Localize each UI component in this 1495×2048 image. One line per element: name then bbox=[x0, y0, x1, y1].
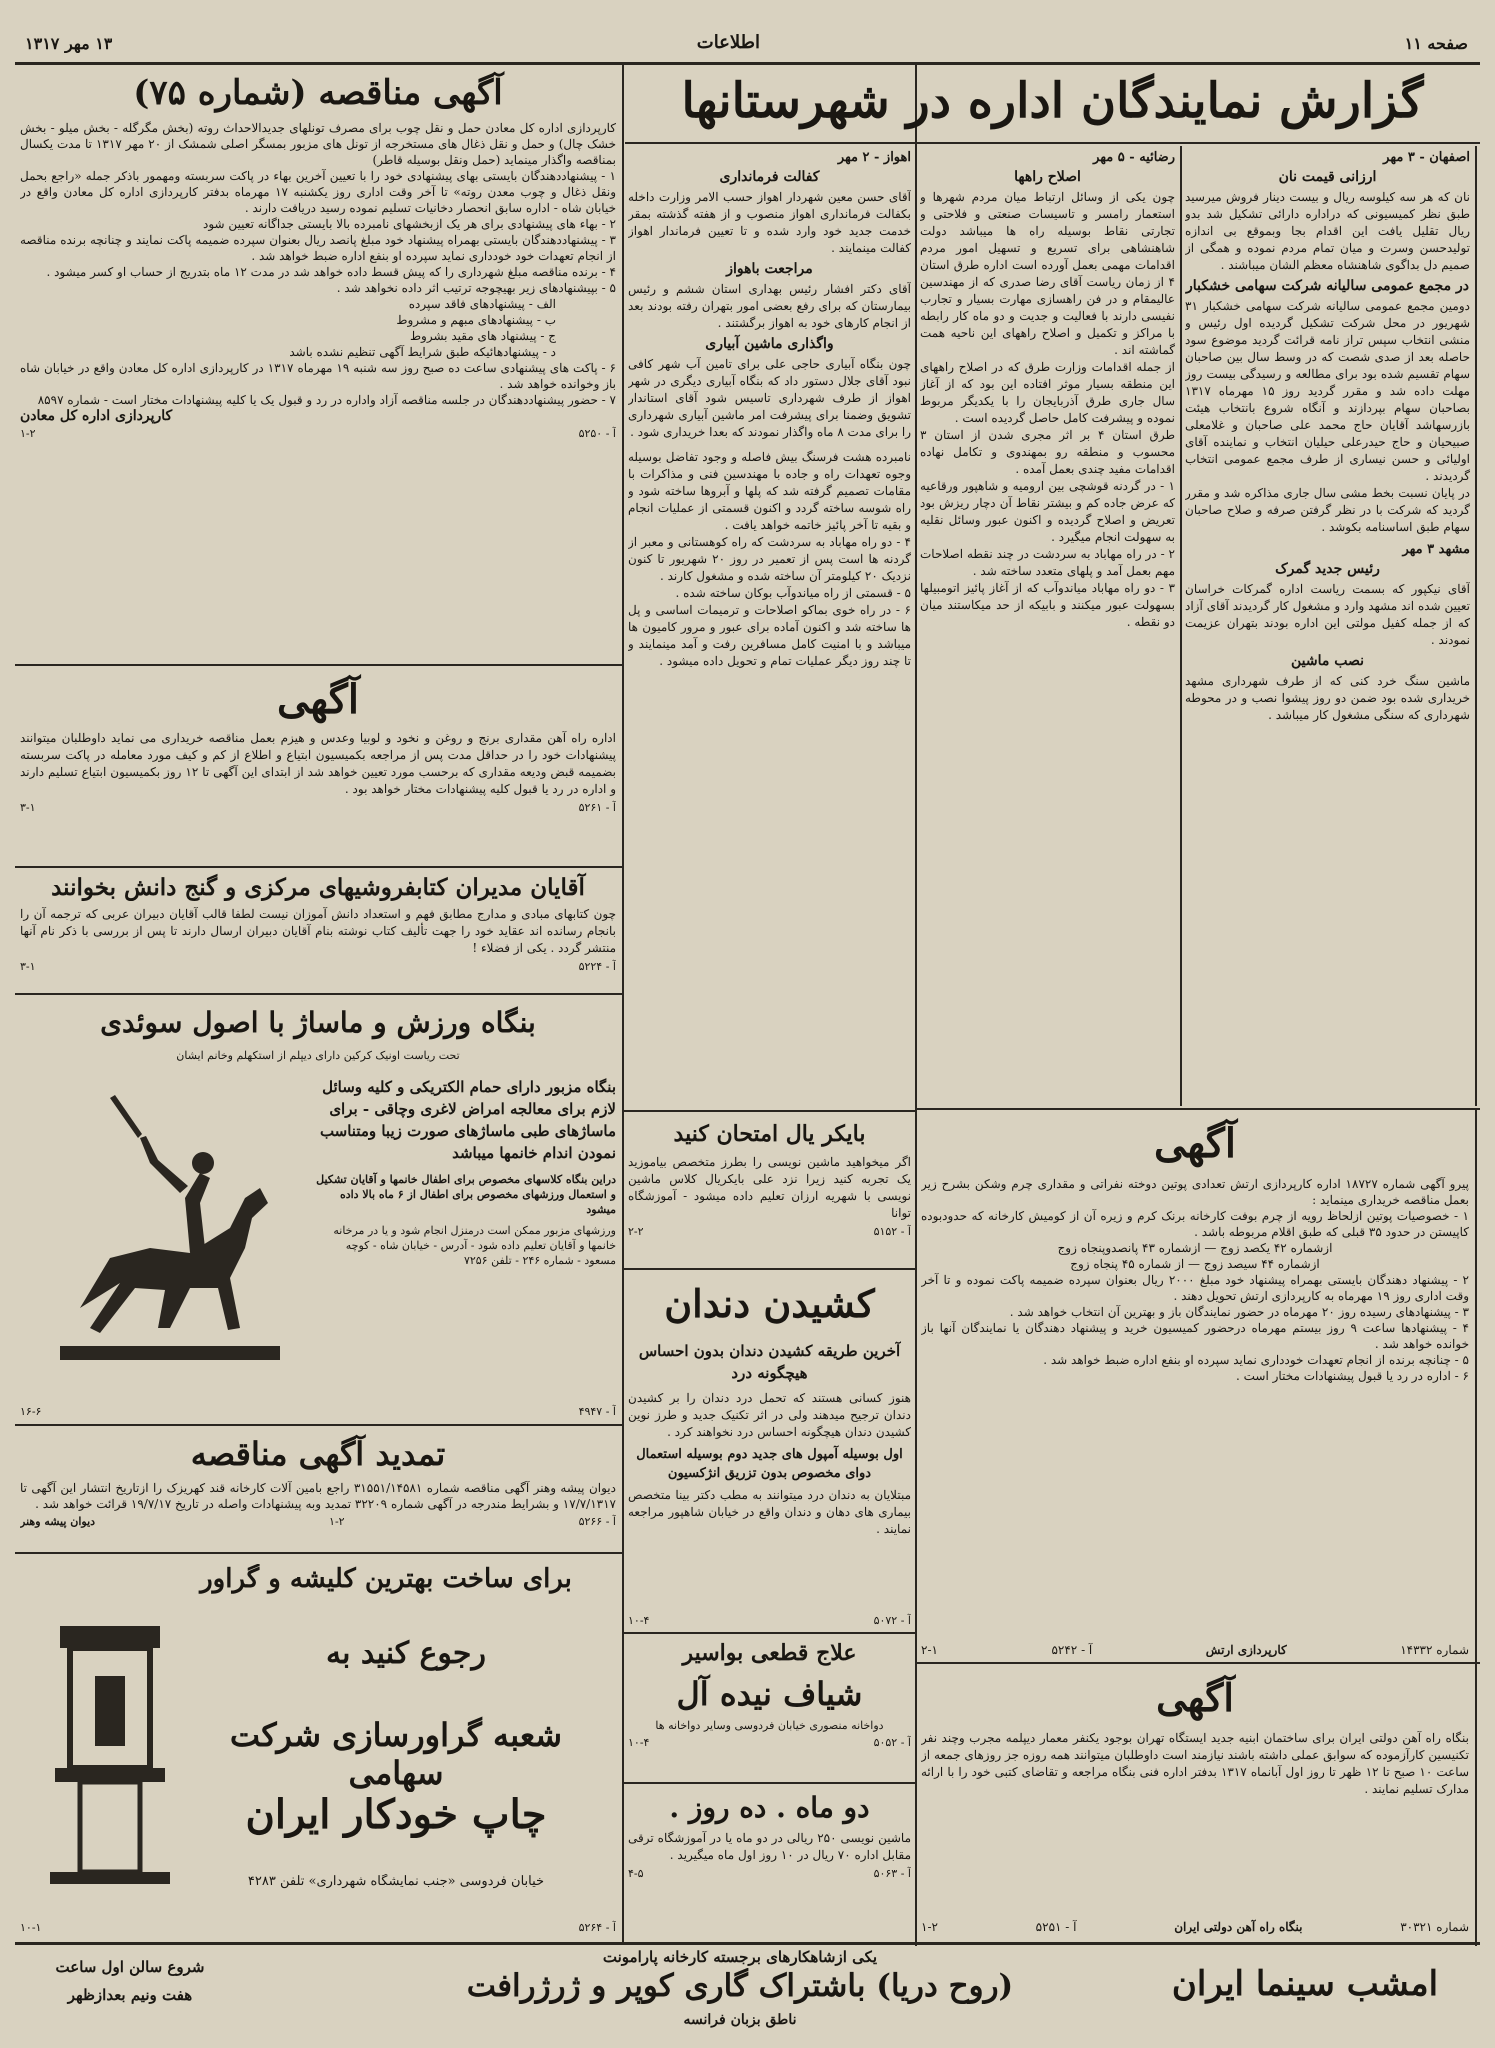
dateline: مشهد ۳ مهر bbox=[1402, 542, 1470, 557]
tender-75-ad bbox=[20, 66, 616, 662]
dateline: رضائیه - ۵ مهر bbox=[1093, 150, 1175, 165]
ad-reference-run: ۱۰-۴ bbox=[628, 1736, 650, 1749]
dentist-title: کشیدن دندان bbox=[664, 1281, 875, 1326]
army-notice-item: ۶ - اداره در رد یا قبول پیشنهادات مختار است . bbox=[1236, 1369, 1469, 1383]
article-text: ۳ - دو راه مهاباد میاندوآب که از آغاز پائیز اتومبیلها بسهولت عبور میکنند و بابیکه از حد میکاستند میان دو نقطه . bbox=[920, 581, 1175, 629]
article-text: چون بنگاه آبیاری حاجی علی برای تامین آب شهر کافی نبود آقای جلال دستور داد که بنگاه آبیاری دیگری در شهر اهواز از طرف شهرداری تاسیس شود آقای استاندار تشویق وضمنا برای پیشرفت امر ماشین آبیاری شهرداری را برای مدت ۸ ماه واگذار نمودند که بعدا خریداری شود . bbox=[628, 357, 911, 439]
engraving-ad bbox=[20, 1556, 616, 1934]
notice-title: آگهی bbox=[277, 676, 359, 723]
article-text: ماشین سنگ خرد کنی که از طرف شهرداری مشهد خریداری شده بود ضمن دو روز پیشوا نصب و در محوطه شهرداری که سنگی مشغول کار میباشد . bbox=[1185, 674, 1470, 722]
tender-75-intro: کارپردازی اداره کل معادن حمل و نقل چوب برای مصرف تونلهای جدیدالاحداث روته (بخش مگرگله - بخش میلو - بخش خشک چال) و حمل و نقل ذغال های مستخرجه از تونل های مزبور بمسگر اصلی شمشک از ۲۰ مهر ۱۳۱۷ تا مدت یکسال بمناقصه واگذار مینماید (حمل ونقل بوسیله قاطر) bbox=[20, 121, 616, 167]
article-text: ۵ - قسمتی از راه میاندوآب بوکان ساخته شده . bbox=[675, 586, 911, 600]
engraving-line1: برای ساخت بهترین کلیشه و گراور bbox=[200, 1564, 572, 1594]
ad-reference-run: ۴-۵ bbox=[628, 1867, 644, 1880]
booksellers-title: آقایان مدیران کتابفروشیهای مرکزی و گنج دانش بخوانند bbox=[51, 874, 585, 901]
army-notice-item: ازشماره ۴۲ یکصد زوج — ازشماره ۴۳ پانصدوپنجاه زوج bbox=[1057, 1241, 1333, 1255]
section-rule bbox=[915, 1108, 1480, 1110]
dateline: اصفهان - ۳ مهر bbox=[1383, 150, 1470, 165]
ad-reference-run: ۳-۱ bbox=[20, 960, 36, 973]
ad-reference-number: شماره ۳۰۳۲۱ bbox=[1400, 1920, 1469, 1934]
rail-notice-title: آگهی bbox=[1156, 1675, 1234, 1720]
cinema-film-title: (روح دریا) باشتراک گاری کوپر و ژرژرافت bbox=[466, 1968, 1014, 2004]
gym-ad bbox=[20, 998, 616, 1418]
ad-reference-run: ۱۰-۱ bbox=[20, 1921, 42, 1934]
article-text: نامبرده هشت فرسنگ بیش فاصله و وجود تفاضل بوسیله وجوه تعهدات راه و جاده با مهندسین فنی و مذاکرات با مقامات تصمیم گرفته شد که پلها و آبروها ساخته شود و راه شوسه ساخته گردد و اکنون قسمتی از عملیات انجام و بقیه تا آخر پائیز خاتمه خواهد یافت . bbox=[628, 450, 911, 532]
rail-notice-text: بنگاه راه آهن دولتی ایران برای ساختمان ابنیه جدید ایستگاه تهران بوجود یکنفر معمار دیپلمه مجرب وچند نفر تکنیسین کارآزموده که سوابق عملی داشته باشند نیازمند است داوطلبان میتوانند همه روزه جز روزهای جمعه از ساعت ۱۰ صبح تا ۱۲ ظهر تا روز اول آبانماه ۱۳۱۷ بدفتر اداره فنی بنگاه مراجعه و تقاضای کتبی خود را با ارائه مدارک تسلیم نمایند . bbox=[921, 1731, 1469, 1796]
column-rule bbox=[1475, 146, 1477, 1106]
tender-75-item: د - پیشنهادهائیکه طبق شرایط آگهی تنظیم نشده باشد bbox=[289, 345, 556, 359]
report-column-isfahan bbox=[1185, 150, 1470, 1105]
article-text: ۱ - در گردنه قوشچی بین ارومیه و شاهپور ورقاعیه که عرض جاده کم و بیشتر نقاط آن دچار ریزش بود تعریض و اصلاح گردیده و اکنون عبور وسائل نقلیه به سهولت انجام میگیرد . bbox=[920, 479, 1175, 544]
ad-reference bbox=[20, 801, 616, 814]
ad-reference-run: ۱-۲ bbox=[20, 427, 36, 440]
notice-text: اداره راه آهن مقداری برنج و روغن و نخود و لوبیا وعدس و هیزم بعمل مناقصه خریداری می نماید داوطلبان میتوانند پیشنهادات خود را در حداقل مدت پس از مراجعه بکمیسیون ابتیاع و اطلاع از کم و کیف مورد معامله در پاکت سربسته بضمیمه قبض ودیعه مقداری که برحسب مورد تعیین خواهد شد از ابتدای این آگهی تا ۱۲ روز بکمیسیون ابتیاع تسلیم دارند و اداره در رد یا قبول کلیه پیشنهادات مختار خواهد بود . bbox=[20, 731, 616, 796]
tender-75-item: ۴ - برنده مناقصه مبلغ شهرداری را که پیش قسط داده خواهد شد در مدت ۱۲ ماه بتدریج از حساب او کسر میشود . bbox=[46, 265, 616, 279]
gym-text: ورزشهای مزبور ممکن است درمنزل انجام شود و یا در مرخانه خانمها و آقایان تعلیم داده شود - آدرس - خیابان شاه - کوچه مسعود - شماره ۲۴۶ - تلفن ۷۲۵۶ bbox=[333, 1224, 616, 1267]
dentist-text: هنوز کسانی هستند که تحمل درد دندان را بر کشیدن دندان ترجیح میدهند ولی در اثر تکنیک جدید و طرز نوین کشیدن دندان هیچگونه احساس درد نخواهند کرد . bbox=[628, 1391, 911, 1439]
section-rule bbox=[622, 1782, 915, 1784]
dentist-subtitle: آخرین طریقه کشیدن دندان بدون احساس هیچگونه درد bbox=[638, 1342, 901, 1382]
ad-reference-run: ۱-۲ bbox=[329, 1515, 345, 1528]
army-notice-item: ۲ - پیشنهاد دهندگان بایستی بهمراه پیشنهاد خود مبلغ ۲۰۰۰ ریال بعنوان سپرده ضمیمه پاکت نموده و تا آخر وقت اداری روز ۱۹ مهرماه به کارپردازی ارتش تحویل دهند . bbox=[921, 1273, 1469, 1303]
ad-reference bbox=[628, 1736, 911, 1749]
ad-reference-code: آ - ۵۰۷۲ bbox=[873, 1614, 911, 1627]
section-rule bbox=[15, 1424, 622, 1426]
ad-reference-code: آ - ۴۹۴۷ bbox=[578, 1405, 616, 1418]
army-notice-item: ۵ - چنانچه برنده از انجام تعهدات خودداری نماید سپرده او بنفع اداره ضبط خواهد شد . bbox=[1043, 1353, 1469, 1367]
army-supply-notice bbox=[921, 1112, 1469, 1657]
tender-75-signature: کارپردازی اداره کل معادن bbox=[20, 408, 173, 424]
ad-reference-run: ۳-۱ bbox=[20, 801, 36, 814]
dentist-subtitle: اول بوسیله آمپول های جدید دوم بوسیله استعمال دوای مخصوص بدون تزریق انژکسیون bbox=[636, 1447, 903, 1481]
section-rule bbox=[15, 664, 622, 666]
ad-reference-run: ۱۰-۴ bbox=[628, 1614, 650, 1627]
typing-class-text: اگر میخواهید ماشین نویسی را بطرز متخصص بیاموزید یک تجربه کنید زیرا نزد علی بایکریال کلاس ماشین نویسی با شهریه ارزان تعلیم داده میشود - آموزشگاه توانا bbox=[628, 1155, 911, 1220]
engraving-address: خیابان فردوسی «جنب نمایشگاه شهرداری» تلفن ۴۲۸۳ bbox=[247, 1874, 545, 1889]
gym-text: دراین بنگاه کلاسهای مخصوص برای اطفال خانمها و آقایان تشکیل و استعمال ورزشهای مخصوص برای اطفال از ۶ ماه بالا داده میشود bbox=[316, 1173, 616, 1216]
column-rule bbox=[622, 64, 624, 1944]
report-column-rezaieh bbox=[920, 150, 1175, 1105]
column-rule bbox=[1475, 1108, 1477, 1946]
army-notice-item: ۱ - خصوصیات پوتین ازلحاظ رویه از چرم بوفت کارخانه برنک کرم و زیره آن از کومیش کارخانه که حدودبوده کاپیستن در حدود ۳۵ قبلی که طبق اقلام مربوطه باشد . bbox=[921, 1209, 1469, 1239]
typing-class-title: بایکر یال امتحان کنید bbox=[673, 1121, 866, 1147]
ad-reference-code: آ - ۵۲۵۱ bbox=[1035, 1920, 1077, 1934]
hemorrhoid-ad bbox=[628, 1636, 911, 1776]
typing-class-ad bbox=[628, 1114, 911, 1264]
gym-text: بنگاه مزبور دارای حمام الکتریکی و کلیه وسائل لازم برای معالجه امراض لاغری وچاقی - برای ماساژهای طبی ماساژهای صورت زیبا ومتناسب نمودن اندام خانمها میباشد bbox=[319, 1078, 616, 1162]
subheading: رئیس جدید گمرک bbox=[1275, 561, 1380, 577]
ad-reference bbox=[20, 427, 616, 440]
tender-75-item: ج - پیشنهاد های مقید بشروط bbox=[409, 329, 556, 343]
tender-75-item: ۱ - پیشنهاددهندگان بایستی بهای پیشنهادی خود را با تعیین آخرین بهاء در پاکت سربسته ومهمور باذکر جمله «راجع بحمل ونقل ذغال و چوب معدن روته» تا آخر وقت اداری روز یکشنبه ۱۷ مهرماه بدفتر کارپردازی اداره کل معادن واقع در خیابان شاه - اداره سابق انحصار دخانیات تسلیم نموده رسید دریافت دارند . bbox=[20, 169, 616, 215]
article-text: در پایان نسبت بخط مشی سال جاری مذاکره شد و مقرر گردید که شرکت با در نظر گرفتن صرفه و صلاح صاحبان سهام طبق اساسنامه بکوشد . bbox=[1185, 486, 1470, 534]
cinema-showtime-label: شروع سالن اول ساعت bbox=[55, 1958, 205, 1976]
cinema-language: ناطق بزبان فرانسه bbox=[683, 2012, 797, 2028]
hemorrhoid-line1: علاج قطعی بواسیر bbox=[682, 1640, 857, 1666]
tender-extension-title: تمدید آگهی مناقصه bbox=[190, 1435, 446, 1473]
ad-reference-code: آ - ۵۲۶۶ bbox=[578, 1515, 616, 1528]
issue-date: ۱۳ مهر ۱۳۱۷ bbox=[25, 34, 113, 53]
ad-reference-code: آ - ۵۲۲۴ bbox=[578, 960, 616, 973]
masthead bbox=[15, 32, 1480, 60]
tender-75-item: ۶ - پاکت های پیشنهادی ساعت ده صبح روز سه شنبه ۱۹ مهرماه ۱۳۱۷ در کارپردازی اداره کل معادن واقع در خیابان شاه باز وخوانده خواهد شد . bbox=[20, 361, 616, 391]
army-notice-title: آگهی bbox=[1154, 1120, 1236, 1167]
typing-course-ad bbox=[628, 1786, 911, 1936]
ad-reference-run: ۱۶-۶ bbox=[20, 1405, 42, 1418]
ad-reference bbox=[921, 1643, 1469, 1657]
gym-title: بنگاه ورزش و ماساژ با اصول سوئدی bbox=[100, 1006, 536, 1039]
cinema-studio-line: یکی ازشاهکارهای برجسته کارخانه پارامونت bbox=[602, 1948, 878, 1966]
tender-extension-text: دیوان پیشه وهنر آگهی مناقصه شماره ۳۱۵۵۱/۱۴۵۸۱ راجع بامین آلات کارخانه قند کهریزک را ازتاریخ انتشار این آگهی تا ۱۷/۷/۱۳۱۷ و بشرایط مندرجه در آگهی شماره ۳۲۲۰۹ تمدید وبه پیشنهادات واصله در تاریخ ۱۹/۷/۱۷ قرائت خواهد شد . bbox=[20, 1481, 616, 1511]
subheading: نصب ماشین bbox=[1290, 653, 1365, 669]
engraving-line4: چاپ خودکار ایران bbox=[245, 1791, 547, 1838]
railway-job-notice bbox=[921, 1666, 1469, 1934]
subheading: مراجعت باهواز bbox=[726, 261, 813, 277]
section-rule bbox=[15, 1552, 622, 1554]
army-notice-item: ۳ - پیشنهادهای رسیده روز ۲۰ مهرماه در حضور نمایندگان باز و بهترین آن انتخاب خواهد شد . bbox=[1009, 1305, 1469, 1319]
army-notice-intro: پیرو آگهی شماره ۱۸۷۲۷ اداره کارپردازی ارتش تعدادی پوتین دوخته نفراتی و مقداری چرم وشکن بشرح زیر بعمل مناقصه خریداری مینماید : bbox=[921, 1177, 1469, 1207]
rail-notice-signature: بنگاه راه آهن دولتی ایران bbox=[1174, 1920, 1303, 1934]
ad-reference bbox=[628, 1867, 911, 1880]
ad-reference-run: ۲-۱ bbox=[921, 1643, 938, 1657]
ad-reference bbox=[20, 1921, 616, 1934]
hemorrhoid-line2: شیاف نیده آل bbox=[676, 1675, 863, 1713]
article-text: دومین مجمع عمومی سالیانه شرکت سهامی خشکبار ۳۱ شهریور در محل شرکت تشکیل گردیده اول رئیس و منشی انتخاب سپس تراز نامه قرائت گردید موضوع سود حاصله بعد از صدی شصت که در وسط سال بین صاحبان سهام تقسیم شده بود برای مطالعه و رسیدگی بیست روز مهلت داده شد و مقرر گردید روز ۱۵ مهرماه ۱۳۱۷ بصاحبان سهام بپردازند و آنگاه شروع بانتخاب هیئت بازرسهاشد آقایان حاج محمد علی صاحبان و غلامعلی صبیحیان و حاج حیدرعلی حیلیان انتخاب و نماینده آقای اولیائی و حسن نیساری از طرف مجمع عمومی انتخاب گردیدند . bbox=[1185, 299, 1470, 483]
tender-75-item: ۵ - بپیشنهادهای زیر بهیچوجه ترتیب اثر داده نخواهد شد . bbox=[336, 281, 616, 295]
masthead-rule bbox=[15, 62, 1480, 65]
subheading: کفالت فرمانداری bbox=[719, 169, 820, 185]
section-rule bbox=[15, 993, 622, 995]
cinema-banner bbox=[15, 1946, 1480, 2036]
subheading: اصلاح راهها bbox=[1014, 169, 1081, 185]
ad-reference bbox=[628, 1225, 911, 1238]
tender-75-item: ۷ - حضور پیشنهاددهندگان در جلسه مناقصه آزاد واداره در رد و قبول یک یا کلیه پیشنهادات مختار است - شماره ۸۵۹۷ bbox=[37, 393, 616, 407]
dateline: اهواز - ۲ مهر bbox=[837, 150, 911, 165]
ad-reference-code: آ - ۵۲۶۴ bbox=[578, 1921, 616, 1934]
tender-75-item: ب - پیشنهادهای مبهم و مشروط bbox=[396, 313, 556, 327]
tender-75-item: ۳ - پیشنهاددهندگان بایستی بهمراه پیشنهاد خود مبلغ پانصد ریال بعنوان سپرده ضمیمه پاکت نمایند و چنانچه برنده مناقصه از انجام تعهدات خود خودداری نماید سپرده او بنفع اداره ضبط خواهد شد . bbox=[20, 233, 616, 263]
banner-rule bbox=[15, 1942, 1480, 1945]
tender-extension-ad bbox=[20, 1428, 616, 1548]
article-text: ۲ - در راه مهاباد به سردشت در چند نقطه اصلاحات مهم بعمل آمد و پلهای متعدد ساخته شد . bbox=[920, 547, 1175, 578]
article-text: ۶ - در راه خوی بماکو اصلاحات و ترمیمات اساسی و پل ها ساخته شد و اکنون آماده برای عبور و مرور کامیون ها میباشد و با امنیت کامل مسافرین رفت و آمد مینمایند و تا چند روز دیگر عملیات تمام و تحویل داده میشود . bbox=[628, 603, 911, 668]
supplies-notice bbox=[20, 670, 616, 855]
typing-course-title: دو ماه . ده روز . bbox=[669, 1791, 870, 1824]
section-rule bbox=[915, 1662, 1480, 1664]
tender-75-item: الف - پیشنهادهای فاقد سپرده bbox=[408, 297, 556, 311]
ad-reference bbox=[20, 1405, 616, 1418]
army-notice-item: ازشماره ۴۴ سیصد زوج — از شماره ۴۵ پنجاه زوج bbox=[1070, 1257, 1320, 1271]
cinema-name: امشب سینما ایران bbox=[1171, 1964, 1439, 2004]
article-text: ۴ - دو راه مهاباد به سردشت که راه کوهستانی و معبر از گردنه ها است پس از تعمیر در روز ۲۰ شهریور تا کنون نزدیک ۲۰ کیلومتر آن ساخته شده و مشغول کارند . bbox=[628, 535, 911, 583]
section-rule bbox=[15, 866, 622, 868]
dentist-ad bbox=[628, 1272, 911, 1627]
horse-rider-icon bbox=[40, 1078, 300, 1378]
section-rule bbox=[622, 1632, 915, 1634]
subheading: در مجمع عمومی سالیانه شرکت سهامی خشکبار bbox=[1186, 278, 1469, 294]
section-rule bbox=[622, 1110, 915, 1112]
report-column-ahvaz bbox=[628, 150, 911, 1110]
ad-reference-code: آ - ۵۱۵۲ bbox=[873, 1225, 911, 1238]
article-text: طرق استان ۴ بر اثر مجری شدن از استان ۳ محسوب و منطقه رو بمهندوی و تکامل نهاده اقدامات مفید چندی بعمل آمده . bbox=[920, 428, 1175, 476]
article-text: از جمله اقدامات وزارت طرق که در اصلاح راههای این منطقه بسیار موثر افتاده این بود که از آغاز سال جاری طرق آذربایجان را با یکدیگر مربوط نموده و پیشرفت کامل حاصل گردیده است . bbox=[920, 360, 1175, 425]
section-rule bbox=[622, 1268, 915, 1270]
ad-reference-code: آ - ۵۲۵۰ bbox=[578, 427, 616, 440]
article-text: آقای حسن معین شهردار اهواز حسب الامر وزارت داخله بکفالت فرمانداری اهواز منصوب و از هفته گذشته بمقر خدمت جدید خود وارد شده و تا تعیین فرماندار اهواز کفالت مینمایند . bbox=[628, 190, 911, 255]
report-title-rule bbox=[625, 142, 1480, 144]
camera-icon bbox=[40, 1616, 180, 1896]
report-title: گزارش نمایندگان اداره در شهرستانها bbox=[681, 73, 1424, 129]
booksellers-notice bbox=[20, 870, 616, 985]
ad-reference bbox=[628, 1614, 911, 1627]
ad-reference bbox=[921, 1920, 1469, 1934]
article-text: چون یکی از وسائل ارتباط میان مردم شهرها و استعمار رامسر و تاسیسات صنعتی و فلاحتی و تجارتی نقاط بوسیله راه ها میباشد دولت شاهنشاهی برای تسریع و تسهیل امور مردم اقدامات مهمی بعمل آورده است اداره طرق استان ۴ از زمان ریاست آقای رضا صدری که از مهندسین عالیمقام و در فن راهسازی مهارت بسیار و تجارب نفیسی دارند با فعالیت و جدیت و دو ماه کار رابطه با مراکز و تکمیل و اصلاح راههای این ناحیه همت گماشته اند . bbox=[920, 190, 1175, 357]
ad-reference-code: آ - ۵۲۶۱ bbox=[578, 801, 616, 814]
ad-reference bbox=[20, 1515, 616, 1528]
article-text: نان که هر سه کیلوسه ریال و بیست دینار فروش میرسید طبق نظر کمیسیونی که دراداره دارائی تشکیل شد بدو ریال تقلیل یافت این اقدام بجا وبموقع بی اندازه تولیدحسن وسرت و میان تمام مردم نموده و همگی از صمیم دل بداگوی شاهنشاه معظم الشان میباشند . bbox=[1185, 190, 1470, 272]
horse-rider-illustration bbox=[40, 1078, 300, 1378]
hemorrhoid-text: دواخانه منصوری خیابان فردوسی وسایر دواخانه ها bbox=[655, 1719, 884, 1732]
subheading: واگذاری ماشین آبیاری bbox=[705, 336, 834, 352]
ad-reference bbox=[20, 960, 616, 973]
subheading: ارزانی قیمت نان bbox=[1278, 169, 1377, 185]
ad-reference-number: شماره ۱۴۳۳۲ bbox=[1400, 1643, 1469, 1657]
tender-75-item: ۲ - بهاء های پیشنهادی برای هر یک ازبخشهای نامبرده بالا بایستی جداگانه تعیین شود bbox=[203, 217, 616, 231]
engraving-camera-illustration bbox=[40, 1616, 180, 1896]
article-text: آقای دکتر افشار رئیس بهداری استان ششم و رئیس بیمارستان که برای رفع بعضی امور بتهران رفته بودند بعد از انجام کارهای خود به اهواز برگشتند . bbox=[628, 282, 911, 330]
ad-reference-run: ۱-۲ bbox=[921, 1920, 938, 1934]
dentist-text: مبتلایان به دندان درد میتوانند به مطب دکتر بینا متخصص بیماری های دهان و دندان واقع در خیابان شاهپور مراجعه نمایند . bbox=[628, 1488, 911, 1536]
article-text: آقای نیکپور که بسمت ریاست اداره گمرکات خراسان تعیین شده اند مشهد وارد و مشغول کار گردیدند آقای آزاد که از جمله کفیل مولتی این اداره بودند بتهران عزیمت نمودند . bbox=[1185, 582, 1470, 647]
ad-reference-code: آ - ۵۰۵۲ bbox=[873, 1736, 911, 1749]
tender-75-title: آگهی مناقصه (شماره ۷۵) bbox=[133, 73, 503, 113]
gym-subtitle: تحت ریاست اونیک کرکین دارای دیپلم از استکهلم وخانم ایشان bbox=[176, 1049, 460, 1062]
ad-reference-code: آ - ۵۰۶۳ bbox=[873, 1867, 911, 1880]
ad-reference-code: آ - ۵۲۴۲ bbox=[1051, 1643, 1093, 1657]
tender-extension-signature: دیوان پیشه وهنر bbox=[20, 1515, 96, 1528]
gym-text-block bbox=[316, 1076, 616, 1376]
paper-name: اطلاعات bbox=[696, 32, 760, 53]
booksellers-text: چون کتابهای مبادی و مدارج مطابق فهم و استعداد دانش آموزان نیست لطفا قالب آقایان دبیران عربی که ترجمه آن را بانجام رسانده اند عقاید خود را جهت تألیف کتاب نوشته بنام آقایان دبیران ارسال دارند تا پس از بررسی با ذکر نام آنها منتشر گردد . یکی از فضلاء ! bbox=[20, 907, 616, 955]
cinema-showtime: هفت ونیم بعدازظهر bbox=[67, 1986, 193, 2004]
army-notice-item: ۴ - پیشنهادها ساعت ۹ روز بیستم مهرماه درحضور کمیسیون خرید و پیشنهاد دهندگان یا نمایندگان آنها باز خوانده خواهد شد . bbox=[921, 1321, 1469, 1351]
typing-course-text: ماشین نویسی ۲۵۰ ریالی در دو ماه یا در آموزشگاه ترقی مقابل اداره ۷۰ ریال در ۱۰ روز اول ماه میگیرید . bbox=[628, 1831, 911, 1862]
army-notice-signature: کارپردازی ارتش bbox=[1205, 1643, 1287, 1657]
column-rule bbox=[1180, 146, 1182, 1106]
ad-reference-run: ۲-۲ bbox=[628, 1225, 644, 1238]
page-label: صفحه ۱۱ bbox=[1404, 34, 1468, 53]
engraving-line2: رجوع کنید به bbox=[326, 1636, 486, 1671]
engraving-line3: شعبه گراورسازی شرکت سهامی bbox=[229, 1716, 563, 1792]
